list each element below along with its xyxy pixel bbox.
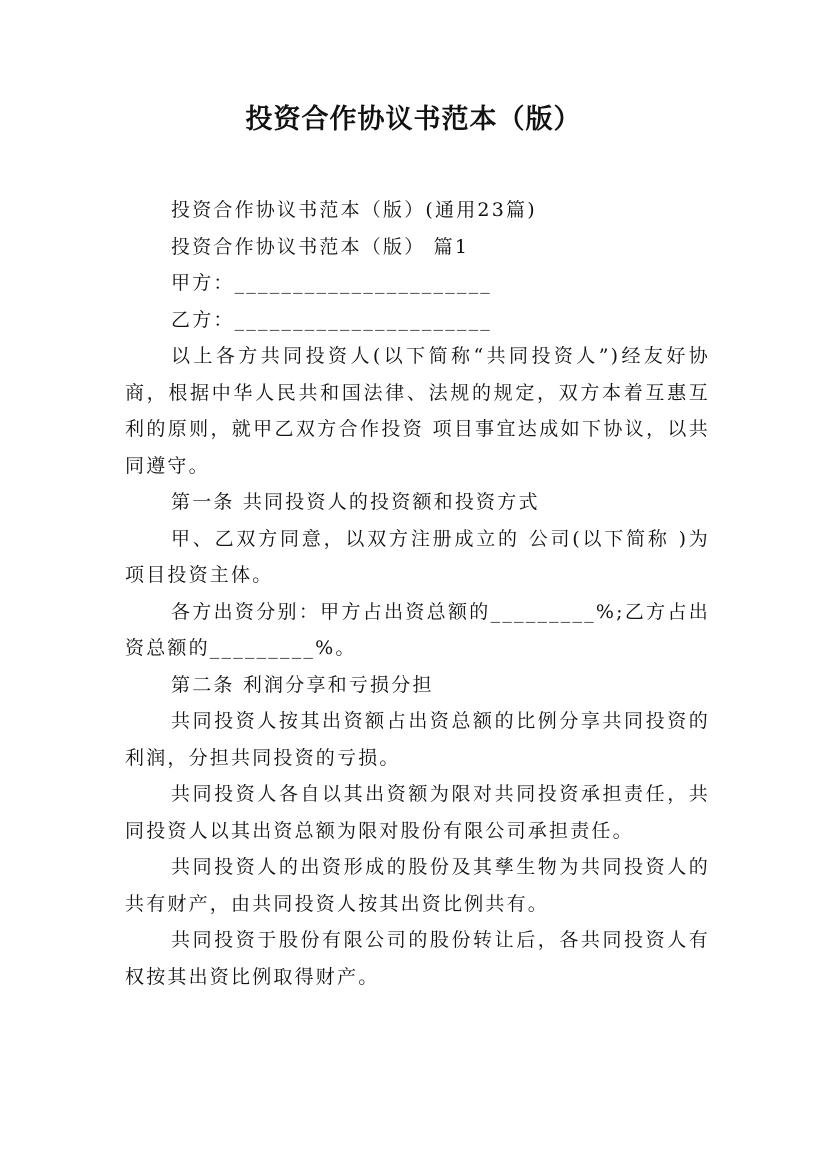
document-title: 投资合作协议书范本（版）	[245, 104, 582, 135]
document-body	[125, 192, 710, 995]
paragraph-profit-sharing: 共同投资人按其出资额占出资总额的比例分享共同投资的利润，分担共同投资的亏损。	[125, 710, 710, 769]
paragraph-preamble: 以上各方共同投资人(以下简称“共同投资人”)经友好协商，根据中华人民共和国法律、法规的规定，双方本着互惠互利的原则，就甲乙双方合作投资 项目事宜达成如下协议，以共同遵守。	[125, 345, 710, 477]
paragraph-share-transfer: 共同投资于股份有限公司的股份转让后，各共同投资人有权按其出资比例取得财产。	[125, 929, 710, 988]
paragraph-subtitle: 投资合作协议书范本（版）(通用23篇)	[171, 199, 537, 221]
article-2-heading: 第二条 利润分享和亏损分担	[171, 673, 434, 696]
party-a-line: 甲方：______________________	[171, 272, 493, 294]
paragraph-investment-entity: 甲、乙双方同意，以双方注册成立的 公司(以下简称 )为项目投资主体。	[125, 527, 710, 586]
paragraph-section-heading: 投资合作协议书范本（版） 篇1	[171, 235, 470, 258]
paragraph-liability: 共同投资人各自以其出资额为限对共同投资承担责任，共同投资人以其出资总额为限对股份有限公司承担责任。	[125, 783, 710, 842]
paragraph-joint-property: 共同投资人的出资形成的股份及其孳生物为共同投资人的共有财产，由共同投资人按其出资比例共有。	[125, 856, 710, 915]
article-1-heading: 第一条 共同投资人的投资额和投资方式	[171, 491, 540, 513]
paragraph-contribution-ratio: 各方出资分别：甲方占出资总额的_________%;乙方占出资总额的_________%。	[125, 600, 710, 659]
party-b-line: 乙方：______________________	[171, 308, 493, 331]
